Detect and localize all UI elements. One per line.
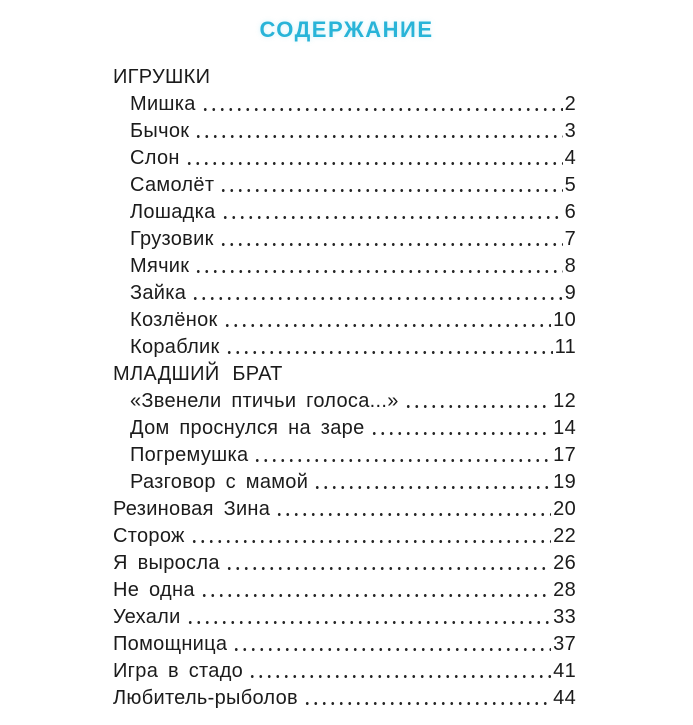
toc-entry-label: Мишка: [130, 93, 196, 115]
toc-entry-label: Погремушка: [130, 444, 249, 466]
toc-row: [113, 116, 576, 143]
dot-leader: [186, 621, 552, 624]
toc-entry-page: 41: [553, 660, 576, 682]
toc-entry-label: Резиновая Зина: [113, 498, 271, 520]
toc-row: [113, 305, 576, 332]
toc-entry-label: Мячик: [130, 255, 190, 277]
dot-leader: [219, 189, 562, 192]
dot-leader: [221, 216, 563, 219]
toc-row: [113, 359, 576, 386]
toc: [113, 62, 576, 710]
toc-row: [113, 683, 576, 710]
dot-leader: [248, 675, 551, 678]
toc-row: [113, 467, 576, 494]
toc-entry-label: Кораблик: [130, 336, 220, 358]
toc-entry-label: Помощница: [113, 633, 228, 655]
dot-leader: [225, 351, 553, 354]
toc-row: [113, 602, 576, 629]
toc-entry-page: 3: [564, 120, 576, 142]
toc-entry-page: 12: [553, 390, 576, 412]
toc-entry-page: 19: [553, 471, 576, 493]
toc-entry-page: 11: [554, 336, 576, 358]
toc-row: [113, 251, 576, 278]
toc-entry-page: 5: [564, 174, 576, 196]
toc-entry-label: Разговор с мамой: [130, 471, 309, 493]
toc-row: [113, 629, 576, 656]
toc-row: [113, 89, 576, 116]
toc-entry-page: 9: [564, 282, 576, 304]
toc-entry-page: 37: [553, 633, 576, 655]
toc-entry-label: Дом проснулся на заре: [130, 417, 365, 439]
toc-row: [113, 548, 576, 575]
dot-leader: [313, 486, 551, 489]
toc-entry-label: МЛАДШИЙ БРАТ: [113, 363, 283, 385]
toc-row: [113, 386, 576, 413]
toc-row: [113, 575, 576, 602]
toc-entry-page: 17: [553, 444, 576, 466]
dot-leader: [225, 567, 551, 570]
toc-row: [113, 440, 576, 467]
dot-leader: [194, 135, 562, 138]
dot-leader: [404, 405, 552, 408]
toc-entry-page: 26: [553, 552, 576, 574]
toc-row: [113, 521, 576, 548]
toc-entry-label: «Звенели птичьи голоса...»: [130, 390, 399, 412]
dot-leader: [194, 270, 562, 273]
toc-entry-page: 44: [553, 687, 576, 709]
toc-entry-page: 7: [564, 228, 576, 250]
dot-leader: [232, 648, 551, 651]
toc-row: [113, 332, 576, 359]
dot-leader: [185, 162, 563, 165]
toc-row: [113, 656, 576, 683]
toc-entry-page: 20: [553, 498, 576, 520]
toc-entry-page: 8: [564, 255, 576, 277]
toc-entry-page: 28: [553, 579, 576, 601]
toc-entry-label: Слон: [130, 147, 180, 169]
toc-row: [113, 413, 576, 440]
toc-entry-label: Грузовик: [130, 228, 214, 250]
dot-leader: [201, 108, 563, 111]
toc-entry-label: Уехали: [113, 606, 181, 628]
toc-entry-label: Любитель-рыболов: [113, 687, 298, 709]
dot-leader: [191, 297, 562, 300]
toc-entry-label: ИГРУШКИ: [113, 66, 211, 88]
toc-entry-page: 4: [564, 147, 576, 169]
toc-entry-label: Зайка: [130, 282, 187, 304]
dot-leader: [223, 324, 552, 327]
toc-entry-label: Я выросла: [113, 552, 220, 574]
toc-entry-page: 2: [564, 93, 576, 115]
toc-entry-page: 22: [553, 525, 576, 547]
toc-row: [113, 197, 576, 224]
toc-entry-label: Не одна: [113, 579, 195, 601]
toc-entry-label: Лошадка: [130, 201, 216, 223]
dot-leader: [190, 540, 551, 543]
toc-entry-label: Сторож: [113, 525, 185, 547]
toc-row: [113, 143, 576, 170]
toc-entry-page: 14: [553, 417, 576, 439]
toc-entry-page: 33: [553, 606, 576, 628]
toc-entry-page: 6: [564, 201, 576, 223]
dot-leader: [219, 243, 563, 246]
toc-row: [113, 170, 576, 197]
toc-row: [113, 224, 576, 251]
toc-row: [113, 62, 576, 89]
toc-row: [113, 494, 576, 521]
dot-leader: [253, 459, 551, 462]
toc-entry-label: Козлёнок: [130, 309, 218, 331]
dot-leader: [275, 513, 551, 516]
toc-entry-label: Бычок: [130, 120, 190, 142]
dot-leader: [200, 594, 551, 597]
dot-leader: [303, 702, 551, 705]
toc-entry-label: Игра в стадо: [113, 660, 244, 682]
page-title: СОДЕРЖАНИЕ: [259, 17, 434, 42]
toc-entry-page: 10: [553, 309, 576, 331]
dot-leader: [370, 432, 552, 435]
toc-row: [113, 278, 576, 305]
toc-entry-label: Самолёт: [130, 174, 215, 196]
